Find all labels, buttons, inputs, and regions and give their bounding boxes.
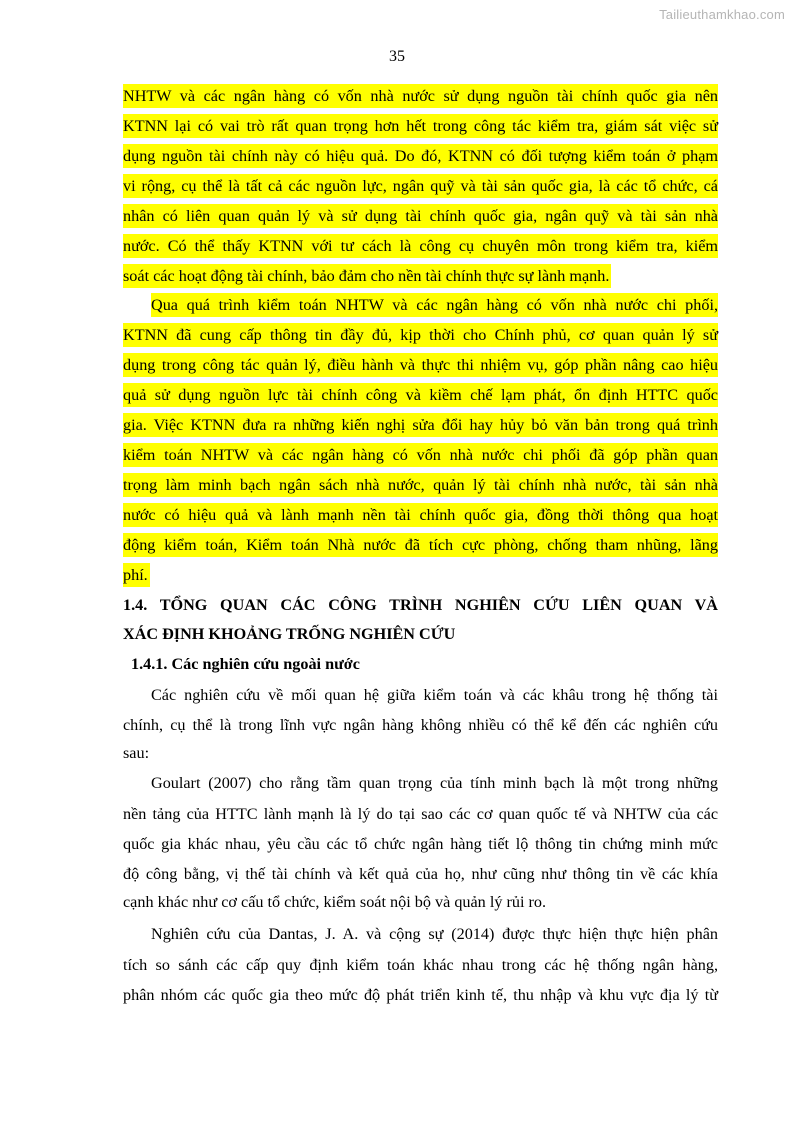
paragraph-2-line: động kiểm toán, Kiểm toán Nhà nước đã tích cực phòng, chống tham nhũng, lãng — [123, 533, 718, 557]
paragraph-1-line: dụng nguồn tài chính này có hiệu quả. Do đó, KTNN có đối tượng kiểm toán ở phạm — [123, 144, 718, 168]
paragraph-4-line: quốc gia khác nhau, yêu cầu các tổ chức ngân hàng tiết lộ thông tin chứng minh mức — [123, 835, 718, 853]
paragraph-1-line: NHTW và các ngân hàng có vốn nhà nước sử dụng nguồn tài chính quốc gia nên — [123, 84, 718, 108]
paragraph-4-line: nền tảng của HTTC lành mạnh là lý do tại sao các cơ quan quốc tế và NHTW của các — [123, 805, 718, 823]
paragraph-3-line: chính, cụ thể là trong lĩnh vực ngân hàng không nhiều có thể kể đến các nghiên cứu — [123, 716, 718, 734]
paragraph-2-line: phí. — [123, 563, 150, 587]
page-number: 35 — [389, 48, 405, 65]
paragraph-2-line: gia. Việc KTNN đưa ra những kiến nghị sửa đổi hay hủy bỏ văn bản trong quá trình — [123, 413, 718, 437]
paragraph-2-line: kiểm toán NHTW và các ngân hàng có vốn nhà nước chi phối đã góp phần quan — [123, 443, 718, 467]
paragraph-2-line: dụng trong công tác quản lý, điều hành và thực thi nhiệm vụ, góp phần nâng cao hiệu — [123, 353, 718, 377]
paragraph-2-line: nước có hiệu quả và lành mạnh nền tài chính quốc gia, đồng thời thông qua hoạt — [123, 503, 718, 527]
watermark: Tailieuthamkhao.com — [659, 7, 785, 22]
paragraph-1-line: vi rộng, cụ thể là tất cả các nguồn lực, ngân quỹ và tài sản quốc gia, là các tổ chức, cá — [123, 174, 718, 198]
paragraph-1-line: nước. Có thể thấy KTNN với tư cách là công cụ chuyên môn trong kiểm tra, kiểm — [123, 234, 718, 258]
paragraph-5-line: phân nhóm các quốc gia theo mức độ phát triển kinh tế, thu nhập và khu vực địa lý từ — [123, 986, 718, 1004]
paragraph-4-line: độ công bằng, vị thế tài chính và kết quả của họ, như cũng như thông tin về các khía — [123, 865, 718, 883]
paragraph-1-line: soát các hoạt động tài chính, bảo đảm cho nền tài chính thực sự lành mạnh. — [123, 264, 611, 288]
paragraph-3-line: Các nghiên cứu về mối quan hệ giữa kiểm toán và các khâu trong hệ thống tài — [151, 686, 718, 704]
subsection-heading: 1.4.1. Các nghiên cứu ngoài nước — [131, 655, 360, 673]
paragraph-2-line: quả sử dụng nguồn lực tài chính công và kiềm chế lạm phát, ổn định HTTC quốc — [123, 383, 718, 407]
paragraph-2-line: KTNN đã cung cấp thông tin đầy đủ, kịp thời cho Chính phủ, cơ quan quản lý sử — [123, 323, 718, 347]
paragraph-5-line: tích so sánh các cấp quy định kiểm toán khác nhau trong các hệ thống ngân hàng, — [123, 956, 718, 974]
paragraph-1-line: KTNN lại có vai trò rất quan trọng hơn hết trong công tác kiểm tra, giám sát việc sử — [123, 114, 718, 138]
section-heading: XÁC ĐỊNH KHOẢNG TRỐNG NGHIÊN CỨU — [123, 625, 456, 643]
paragraph-5-line: Nghiên cứu của Dantas, J. A. và cộng sự (2014) được thực hiện thực hiện phân — [151, 925, 718, 943]
paragraph-4-line: Goulart (2007) cho rằng tầm quan trọng của tính minh bạch là một trong những — [151, 774, 718, 792]
paragraph-2-line: Qua quá trình kiểm toán NHTW và các ngân hàng có vốn nhà nước chi phối, — [151, 293, 718, 317]
section-heading: 1.4. TỔNG QUAN CÁC CÔNG TRÌNH NGHIÊN CỨU LIÊN QUAN VÀ — [123, 596, 718, 614]
paragraph-1-line: nhân có liên quan quản lý và sử dụng tài chính quốc gia, ngân quỹ và tài sản nhà — [123, 204, 718, 228]
paragraph-2-line: trọng làm minh bạch ngân sách nhà nước, quản lý tài chính nhà nước, tài sản nhà — [123, 473, 718, 497]
paragraph-4-line: cạnh khác như cơ cấu tổ chức, kiểm soát nội bộ và quản lý rủi ro. — [123, 893, 547, 911]
paragraph-3-line: sau: — [123, 744, 150, 762]
